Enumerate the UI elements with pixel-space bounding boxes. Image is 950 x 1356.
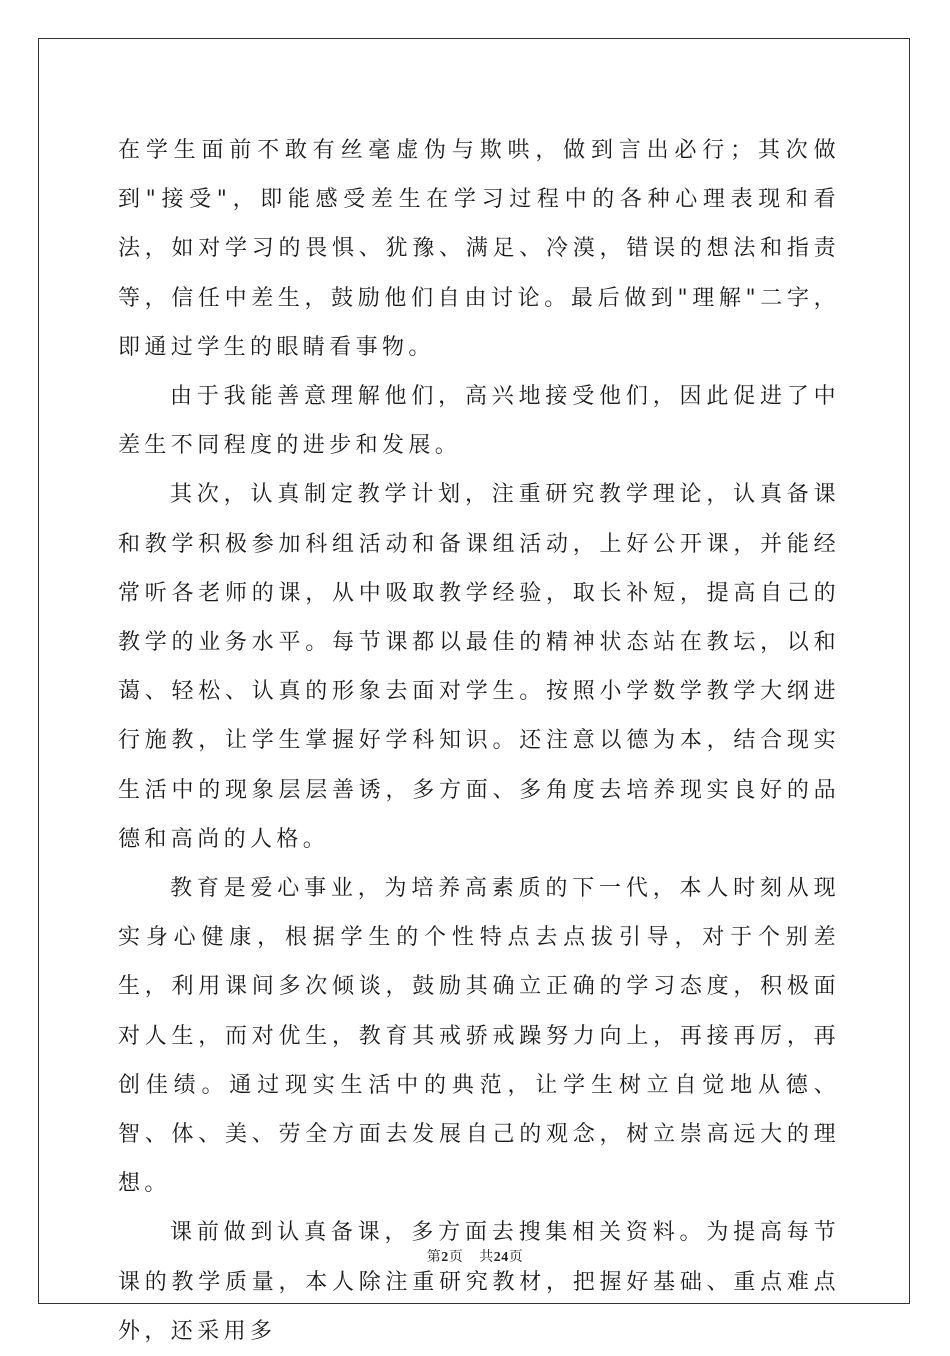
total-prefix: 共 <box>479 1249 494 1265</box>
paragraph-2: 由于我能善意理解他们，高兴地接受他们，因此促进了中差生不同程度的进步和发展。 <box>118 384 840 459</box>
page-prefix: 第 <box>426 1249 442 1265</box>
paragraph-3: 其次，认真制定教学计划，注重研究教学理论，认真备课和教学积极参加科组活动和备课组活动，上好公开课，并能经常听各老师的课，从中吸取教学经验，取长补短，提高自己的教学的业务水平。每节课都以最佳的精神状态站在教坛，以和蔼、轻松、认真的形象去面对学生。按照小学数学教学大纲进行施教，让学生掌握好学科知识。还注意以德为本，结合现实生活中的现象层层善诱，多方面、多角度去培养现实良好的品德和高尚的人格。 <box>118 482 840 852</box>
document-body <box>118 126 840 1356</box>
page-suffix: 页 <box>448 1249 464 1265</box>
page-number: 2 <box>441 1250 449 1265</box>
paragraph-4: 教育是爱心事业，为培养高素质的下一代，本人时刻从现实身心健康，根据学生的个性特点去点拔引导，对于个别差生，利用课间多次倾谈，鼓励其确立正确的学习态度，积极面对人生，而对优生，教育其戒骄戒躁努力向上，再接再厉，再创佳绩。通过现实生活中的典范，让学生树立自觉地从德、智、体、美、劳全方面去发展自己的观念，树立崇高远大的理想。 <box>118 876 840 1197</box>
total-pages: 24 <box>493 1250 509 1265</box>
paragraph-1: 在学生面前不敢有丝毫虚伪与欺哄，做到言出必行；其次做到"接受"，即能感受差生在学习过程中的各种心理表现和看法，如对学习的畏惧、犹豫、满足、冷漠，错误的想法和指责等，信任中差生，鼓励他们自由讨论。最后做到"理解"二字，即通过学生的眼睛看事物。 <box>118 138 840 360</box>
total-suffix: 页 <box>508 1249 524 1265</box>
page-footer <box>0 1246 950 1266</box>
paragraph-5: 课前做到认真备课，多方面去搜集相关资料。为提高每节课的教学质量，本人除注重研究教材，把握好基础、重点难点外，还采用多 <box>118 1220 840 1344</box>
